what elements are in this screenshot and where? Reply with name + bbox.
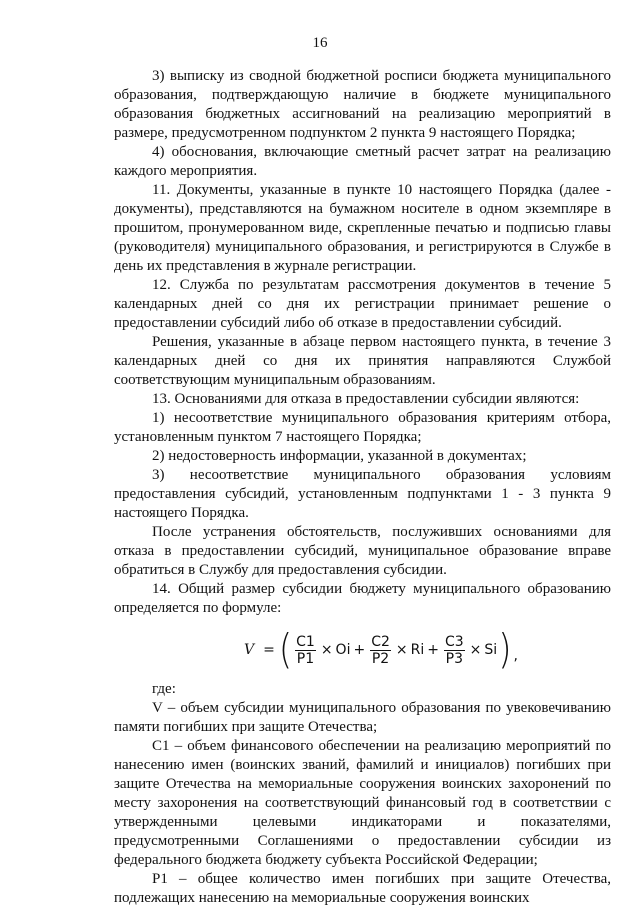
fraction-denominator: P2 [371, 650, 390, 667]
formula-open-paren: ( [278, 626, 293, 674]
fraction-numerator: C2 [371, 633, 390, 650]
fraction-c2-p2 [370, 634, 391, 667]
fraction-c3-p3 [444, 634, 465, 667]
formula-lhs: V [244, 641, 255, 658]
paragraph-refusal-2: 2) недостоверность информации, указанной в документах; [152, 448, 527, 464]
definition-v: V – объем субсидии муниципального образования по увековечиванию памяти погибших при защите Отечества; [114, 700, 611, 735]
times-sign: × [395, 641, 408, 658]
formula-term-si: Si [484, 641, 498, 658]
paragraph-clause-14: 14. Общий размер субсидии бюджету муниципального образованию определяется по формуле: [114, 581, 611, 616]
formula-close-paren: ) [498, 626, 512, 674]
paragraph-item-4: 4) обоснования, включающие сметный расчет затрат на реализацию каждого мероприятия. [114, 144, 611, 179]
definition-p1: P1 – общее количество имен погибших при защите Отечества, подлежащих нанесению на мемориальные сооружения воинских [114, 871, 611, 906]
fraction-denominator: P1 [296, 650, 315, 667]
fraction-numerator: C3 [444, 633, 464, 650]
document-body [114, 67, 611, 908]
formula-term-oi: Oi [335, 641, 351, 658]
paragraph-after-elimination: После устранения обстоятельств, послуживших основаниями для отказа в предоставлении субсидий, муниципальное образование вправе обратиться в Службу для предоставления субсидии. [114, 524, 611, 578]
fraction-c1-p1 [295, 634, 316, 667]
plus-sign: + [427, 641, 439, 658]
plus-sign: + [353, 641, 366, 658]
fraction-numerator: C1 [296, 633, 315, 650]
page-number: 16 [312, 35, 328, 51]
paragraph-refusal-1: 1) несоответствие муниципального образования критериям отбора, установленным пунктом 7 настоящего Порядка; [114, 410, 611, 445]
fraction-denominator: P3 [445, 650, 463, 667]
definition-c1: C1 – объем финансового обеспечении на реализацию мероприятий по нанесению имен (воинских званий, фамилий и инициалов) погибших при защите Отечества на мемориальные сооружения воинских захоронений по месту захоронения на соответствующий финансовый год в соответствии с утвержденными целевыми индикаторами и показателями, предусмотренными Соглашениями о предоставлении субсидии из федерального бюджета бюджету субъекта Российской Федерации; [114, 738, 611, 868]
times-sign: × [320, 641, 333, 658]
times-sign: × [469, 641, 482, 658]
paragraph-item-3: 3) выписку из сводной бюджетной росписи бюджета муниципального образования, подтверждающую наличие в бюджете муниципального образования бюджетных ассигнований на реализацию мероприятий в размере, предусмотренном подпунктом 2 пункта 9 настоящего Порядка; [114, 68, 611, 141]
formula-trailing-comma: , [513, 648, 518, 664]
where-label: где: [152, 681, 176, 697]
formula-term-ri: Ri [410, 641, 425, 658]
subsidy-formula [114, 626, 611, 674]
paragraph-clause-13: 13. Основаниями для отказа в предоставлении субсидии являются: [152, 391, 580, 407]
paragraph-refusal-3: 3) несоответствие муниципального образования условиям предоставления субсидий, установленным подпунктами 1 - 3 пункта 9 настоящего Порядка. [114, 467, 611, 521]
formula-equals: = [263, 641, 275, 658]
paragraph-clause-11: 11. Документы, указанные в пункте 10 настоящего Порядка (далее - документы), представляются на бумажном носителе в одном экземпляре в прошитом, пронумерованном виде, скрепленные печатью и подписью главы (руководителя) муниципального образования, и регистрируются в Службе в день их представления в журнале регистрации. [114, 182, 611, 274]
paragraph-clause-12: 12. Служба по результатам рассмотрения документов в течение 5 календарных дней со дня их регистрации принимает решение о предоставлении субсидий либо об отказе в предоставлении субсидий. [114, 277, 611, 331]
paragraph-decisions: Решения, указанные в абзаце первом настоящего пункта, в течение 3 календарных дней со дня их принятия направляются Службой соответствующим муниципальным образованиям. [114, 334, 611, 388]
